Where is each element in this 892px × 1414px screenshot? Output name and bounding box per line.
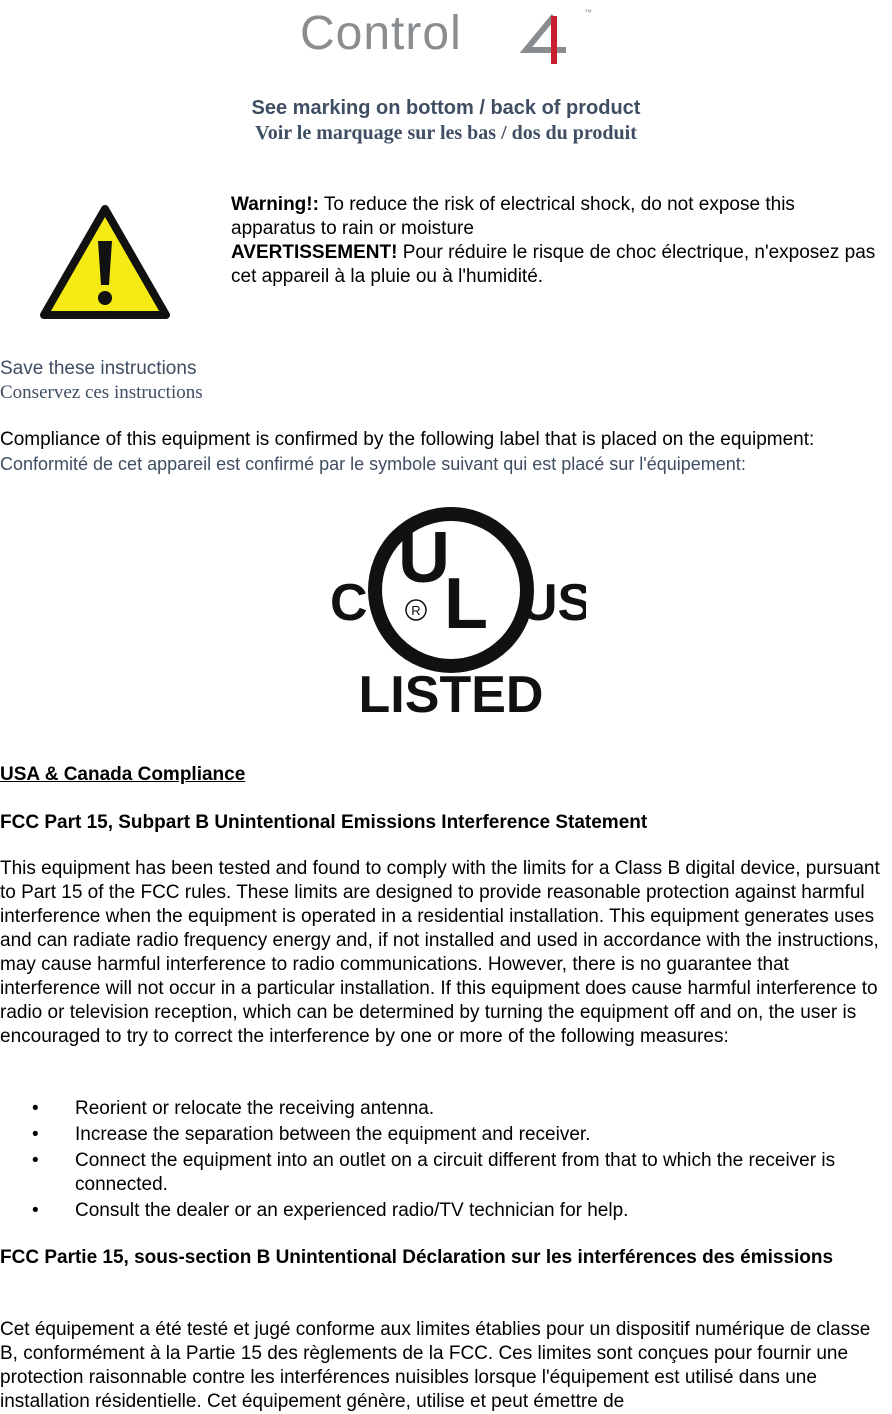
fcc-paragraph: This equipment has been tested and found to comply with the limits for a Class B digital device, pursuant to Part 15 of the FCC rules. These limits are designed to provide reasonable protection against harmful interference when the equipment is operated in a residential installation. This equipment generates uses and can radiate radio frequency energy and, if not installed and used in accordance with the instructions, may cause harmful interference to radio communications. However, there is no guarantee that interference will not occur in a particular installation. If this equipment does cause harmful interference to radio or television reception, which can be determined by turning the equipment off and on, the user is encouraged to try to correct the interference by one or more of the following measures: [0,858,880,1047]
ul-us-letters: US [520,574,586,632]
save-instructions-en: Save these instructions [0,358,197,379]
ul-l-letter: L [444,564,488,644]
fcc-paragraph-fr: Cet équipement a été testé et jugé conforme aux limites établies pour un dispositif numérique de classe B, conformément à la Partie 15 des règlements de la FCC. Ces limites sont conçues pour fournir une protection raisonnable contre les interférences nuisibles lorsque l'équipement est utilisé dans une installation résidentielle. Cet équipement génère, utilise et peut émettre de [0,1319,871,1412]
warning-triangle-icon [38,203,172,328]
ul-registered-letter: R [411,603,421,618]
compliance-statement-en: Compliance of this equipment is confirmed by the following label that is placed on the equipment: [0,429,815,450]
ul-listed-text: LISTED [358,666,544,718]
ul-u-letter: U [398,518,450,598]
warning-text [231,193,881,289]
warning-text-fr: Pour réduire le risque de choc électrique, n'exposez pas cet appareil à la pluie ou à l'humidité. [231,242,876,287]
see-marking-en: See marking on bottom / back of product [251,97,641,119]
bullet-icon: • [32,1098,39,1119]
list-item: • Reorient or relocate the receiving antenna. [32,1098,435,1119]
trademark-symbol: ™ [584,8,592,17]
warning-text-en: To reduce the risk of electrical shock, do not expose this apparatus to rain or moisture [231,194,795,239]
usa-canada-heading: USA & Canada Compliance [0,764,246,785]
warning-label-en: Warning!: [231,194,319,215]
list-item: • Increase the separation between the equipment and receiver. [32,1124,591,1145]
bullet-icon: • [32,1200,39,1221]
bullet-icon: • [32,1150,39,1171]
bullet-icon: • [32,1124,39,1145]
measures-list [0,1097,892,1223]
ul-listed-mark-icon [316,498,586,723]
fcc-heading: FCC Part 15, Subpart B Unintentional Emissions Interference Statement [0,812,648,833]
control4-four-icon [518,12,578,68]
see-marking-fr: Voir le marquage sur les bas / dos du produit [255,122,637,144]
warning-label-fr: AVERTISSEMENT! [231,242,398,263]
save-instructions-fr: Conservez ces instructions [0,382,203,403]
control4-logo [300,6,600,70]
compliance-statement-fr: Conformité de cet appareil est confirmé par le symbole suivant qui est placé sur l'équipement: [0,454,746,474]
ul-c-letter: C [330,574,368,632]
list-item: • Connect the equipment into an outlet on a circuit different from that to which the receiver is connected. [32,1150,836,1195]
list-item: • Consult the dealer or an experienced radio/TV technician for help. [32,1200,629,1221]
logo-wordmark: Control [300,7,462,60]
fcc-heading-fr: FCC Partie 15, sous-section B Unintentional Déclaration sur les interférences des émissions [0,1247,834,1268]
